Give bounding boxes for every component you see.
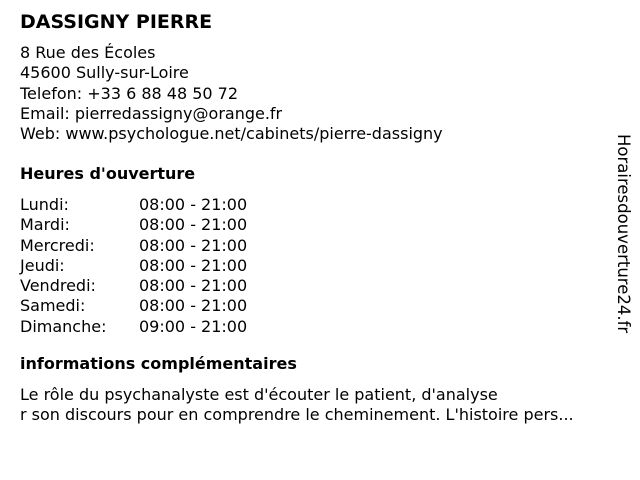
hours-row-friday xyxy=(20,276,280,296)
time-range: 08:00 - 21:00 xyxy=(139,276,248,296)
day-label: Samedi: xyxy=(20,296,86,316)
contact-block xyxy=(20,43,443,144)
time-range: 08:00 - 21:00 xyxy=(139,255,248,275)
time-range: 09:00 - 21:00 xyxy=(139,316,248,336)
additional-info-heading: informations complémentaires xyxy=(20,354,297,373)
day-label: Lundi: xyxy=(20,195,69,214)
day-label: Vendredi: xyxy=(20,276,96,296)
website-address: Web: www.psychologue.net/cabinets/pierre-dassigny xyxy=(20,124,443,144)
hours-row-tuesday xyxy=(20,215,280,235)
address-street: 8 Rue des Écoles xyxy=(20,43,156,62)
time-range: 08:00 - 21:00 xyxy=(139,215,248,235)
business-name: DASSIGNY PIERRE xyxy=(20,11,213,33)
day-label: Dimanche: xyxy=(20,316,107,336)
email-address: Email: pierredassigny@orange.fr xyxy=(20,103,283,123)
hours-row-thursday xyxy=(20,256,280,276)
hours-row-monday xyxy=(20,195,280,215)
day-label: Mercredi: xyxy=(20,235,95,255)
time-range: 08:00 - 21:00 xyxy=(139,235,248,255)
address-city: 45600 Sully-sur-Loire xyxy=(20,63,189,83)
hours-row-sunday xyxy=(20,317,280,337)
day-label: Jeudi: xyxy=(20,255,65,275)
opening-hours-table xyxy=(20,195,280,337)
hours-row-saturday xyxy=(20,296,280,316)
time-range: 08:00 - 21:00 xyxy=(139,296,248,316)
description-line: Le rôle du psychanalyste est d'écouter le patient, d'analyse xyxy=(20,385,498,404)
time-range: 08:00 - 21:00 xyxy=(139,195,248,214)
description-text xyxy=(20,385,574,426)
hours-row-wednesday xyxy=(20,236,280,256)
opening-hours-heading: Heures d'ouverture xyxy=(20,164,196,183)
site-watermark: Horairesdouverture24.fr xyxy=(614,134,633,334)
day-label: Mardi: xyxy=(20,215,70,235)
phone-number: Telefon: +33 6 88 48 50 72 xyxy=(20,83,239,103)
description-line: r son discours pour en comprendre le cheminement. L'histoire pers... xyxy=(20,405,574,425)
